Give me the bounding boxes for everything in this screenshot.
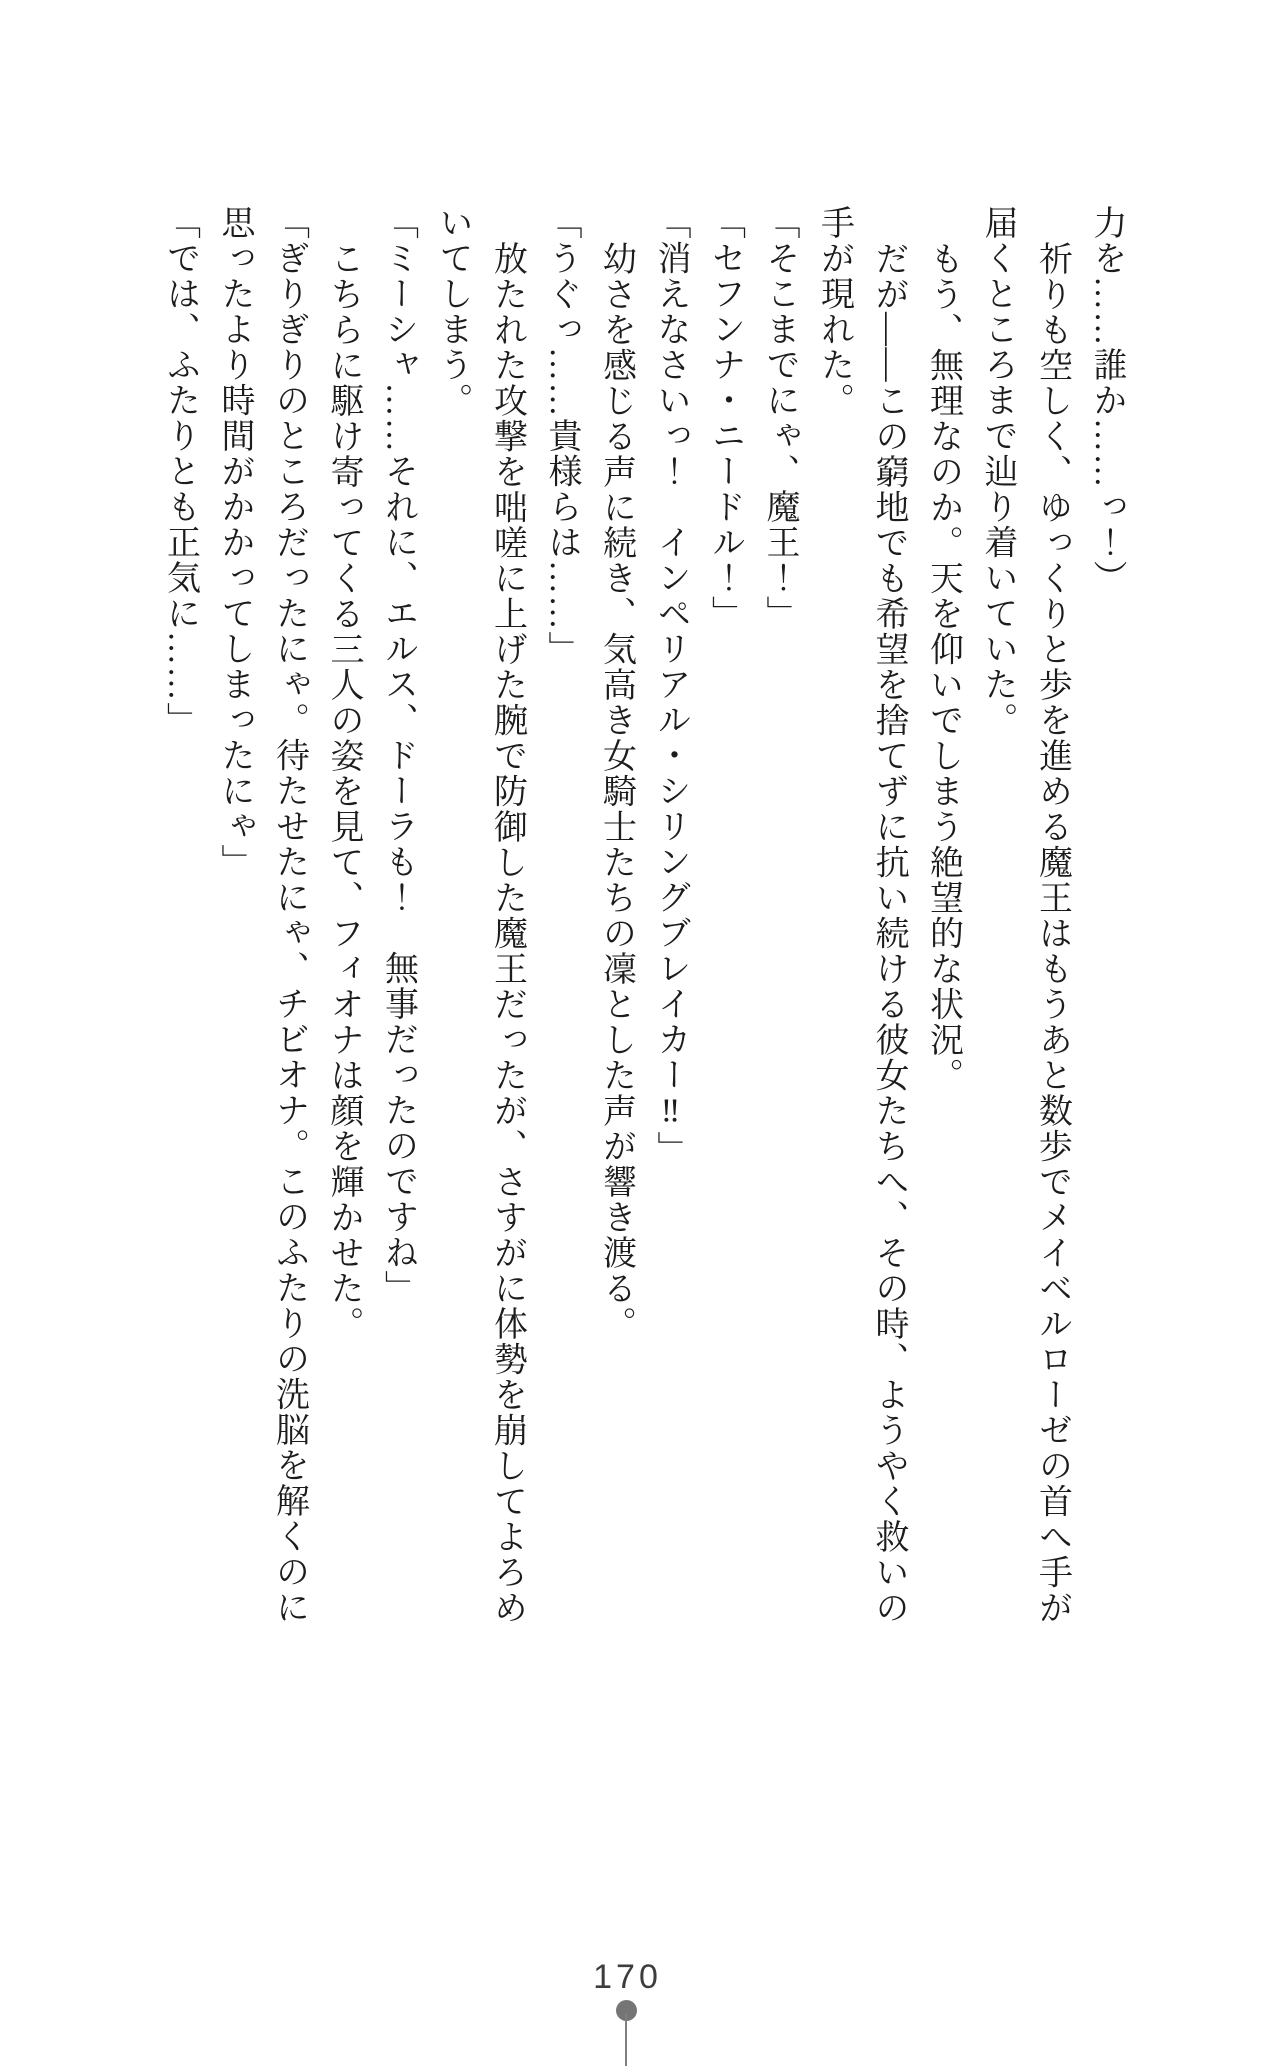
paragraph-dialogue: 「セフンナ・ニードル！」	[706, 205, 744, 631]
paragraph-dialogue: 「ぎりぎりのところだったにゃ。待たせたにゃ、チビオナ。このふたりの洗脳を解くのに思ったより時間がかかってしまったにゃ」	[216, 205, 308, 1625]
paragraph: もう、無理なのか。天を仰いでしまう絶望的な状況。	[924, 240, 962, 1093]
page-number: 170	[593, 1958, 662, 1996]
paragraph: こちらに駆け寄ってくる三人の姿を見て、フィオナは顔を輝かせた。	[325, 240, 362, 1341]
paragraph-dialogue: 「そこまでにゃ、魔王！」	[761, 205, 798, 631]
page-text-block	[152, 205, 1133, 1629]
paragraph-dialogue: 「では、ふたりとも正気に……」	[161, 205, 199, 738]
paragraph: 放たれた攻撃を咄嗟に上げた腕で防御した魔王だったが、さすがに体勢を崩してよろめいてしまう。	[434, 205, 526, 1625]
paragraph: 力を……誰か……っ！）	[1088, 205, 1125, 596]
paragraph: 祈りも空しく、ゆっくりと歩を進める魔王はもうあと数歩でメイベルローゼの首へ手が届くところまで辿り着いていた。	[979, 205, 1071, 1625]
paragraph-dialogue: 「消えなさいっ！ インペリアル・シリングブレイカー‼」	[652, 205, 689, 1167]
paragraph: だが――この窮地でも希望を捨てずに抗い続ける彼女たちへ、その時、ようやく救いの手が現れた。	[815, 205, 907, 1625]
paragraph-dialogue: 「ミーシャ……それに、エルス、ドーラも！ 無事だったのですね」	[379, 205, 417, 1306]
paragraph-dialogue: 「うぐっ……貴様らは……」	[543, 205, 580, 667]
paragraph: 幼さを感じる声に続き、気高き女騎士たちの凜とした声が響き渡る。	[597, 240, 635, 1341]
footer-line-ornament	[625, 2014, 627, 2066]
